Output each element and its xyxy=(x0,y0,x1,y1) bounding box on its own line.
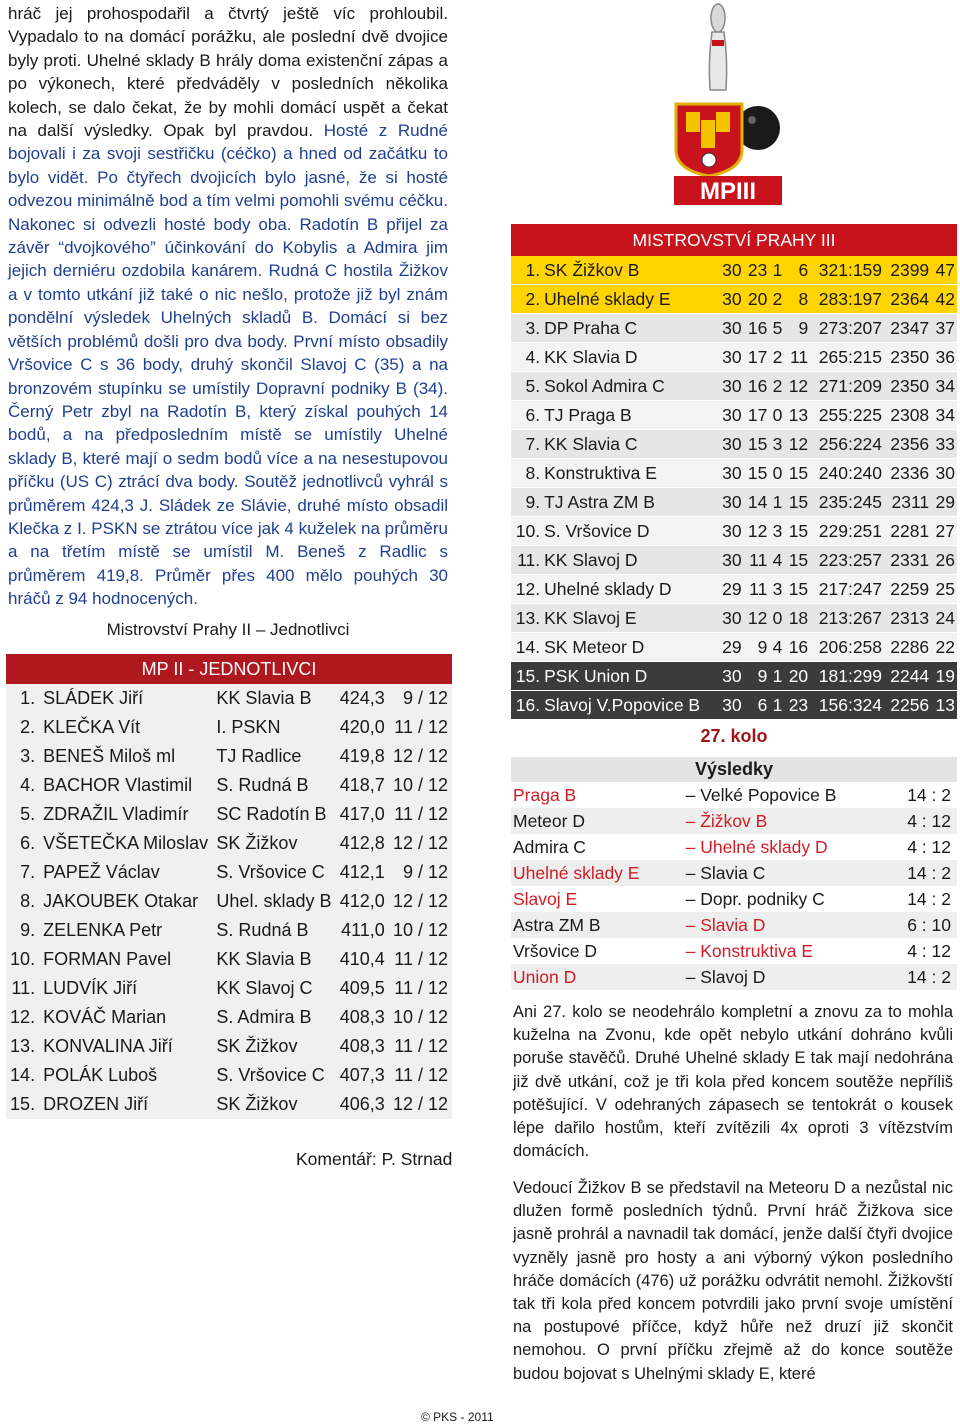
player-name: KOVÁČ Marian xyxy=(39,1003,212,1032)
team-pins: 2281 xyxy=(884,517,931,546)
player-rank: 4. xyxy=(6,771,39,800)
result-score: 6 : 10 xyxy=(888,912,957,938)
player-rank: 3. xyxy=(6,742,39,771)
result-score: 14 : 2 xyxy=(907,784,951,805)
player-games: 10 / 12 xyxy=(389,916,452,945)
team-wins: 12 xyxy=(744,517,770,546)
player-games: 12 / 12 xyxy=(389,1090,452,1119)
team-rank: 12. xyxy=(511,575,542,604)
result-row xyxy=(511,938,957,964)
table-row xyxy=(511,401,957,430)
player-club: S. Rudná B xyxy=(212,916,335,945)
team-wins: 16 xyxy=(744,372,770,401)
player-average: 419,8 xyxy=(336,742,389,771)
player-club: I. PSKN xyxy=(212,713,335,742)
article-left-text xyxy=(8,2,448,611)
team-points: 321:159 xyxy=(810,256,884,285)
table-row xyxy=(511,604,957,633)
player-rank: 14. xyxy=(6,1061,39,1090)
result-away: – Slavoj D xyxy=(684,964,889,990)
article-right-p1: Ani 27. kolo se neodehrálo kompletní a znovu za to mohla kuželna na Zvonu, kde opět nebylo utkání dohráno kvůli poruše stavěčů. Druhé Uhelné sklady E tak mají nedohrána již dvě utkání, což je tři kola před koncem soutěže nepříliš potěšující. V odehraných zápasech se tentokrát o kousek lépe dařilo hostům, kteří zvítězili 4x oproti 3 vítězstvím domácích. xyxy=(513,1003,953,1161)
team-wins: 17 xyxy=(744,343,770,372)
team-wins: 20 xyxy=(744,285,770,314)
player-average: 408,3 xyxy=(336,1032,389,1061)
team-score: 47 xyxy=(931,256,957,285)
result-home: Admira C xyxy=(513,836,586,857)
team-played: 30 xyxy=(718,401,744,430)
player-club: S. Admira B xyxy=(212,1003,335,1032)
team-name: Uhelné sklady E xyxy=(542,285,718,314)
team-rank: 16. xyxy=(511,691,542,720)
player-rank: 5. xyxy=(6,800,39,829)
team-name: KK Slavoj D xyxy=(542,546,718,575)
team-pins: 2356 xyxy=(884,430,931,459)
table-row xyxy=(511,691,957,720)
player-club: SK Žižkov xyxy=(212,1032,335,1061)
table-row xyxy=(511,517,957,546)
team-played: 30 xyxy=(718,517,744,546)
team-losses: 12 xyxy=(784,372,810,401)
article-text-blue: Hosté z Rudné bojovali i za svoji sestřičku (céčko) a hned od začátku to bylo vidět. Po čtyřech dvojicích bylo jasné, že si hosté odvezou minimálně bod a tím velmi pomohli svému céčku. Nakonec si odvezli hosté body oba. Radotín B přijel za závěr “dvojkového” účinkování do Kobylis a Admira jim jejich derniéru ozdobila kanárem. Rudná C hostila Žižkov a v tomto utkání již také o nic nešlo, protože již byl znám pondělní výsledek Uhelných skladů B. Domácí si bez větších problémů došli pro dva body. První místo obsadily Vršovice C s 36 body, druhý skončil Slavoj C (35) a na bronzovém stupínku se umístily Dopravní podniky B (34). Černý Petr zbyl na Radotín B, který získal pouhých 14 bodů, a na předposledním místě se umístily Uhelné sklady B, které mají o sedm bodů více a na nesestupovou příčku (US C) ztrácí dva body. Soutěž jednotlivců vyhrál s průměrem 424,3 J. Sládek ze Slávie, druhé místo obsadil Klečka z I. PSKN se ztrátou více jak 4 kuželek na průměru a na třetím místě se umístil M. Beneš z Radlic s průměrem 419,8. Průměr přes 400 mělo pouhých 30 hráčů z 94 hodnocených. xyxy=(8,121,448,609)
player-average: 410,4 xyxy=(336,945,389,974)
result-score: 4 : 12 xyxy=(888,808,957,834)
team-points: 235:245 xyxy=(810,488,884,517)
team-pins: 2256 xyxy=(884,691,931,720)
table-row xyxy=(511,343,957,372)
player-rank: 2. xyxy=(6,713,39,742)
team-name: SK Meteor D xyxy=(542,633,718,662)
individuals-table xyxy=(6,654,452,1119)
team-score: 36 xyxy=(931,343,957,372)
team-score: 30 xyxy=(931,459,957,488)
team-pins: 2364 xyxy=(884,285,931,314)
team-name: TJ Astra ZM B xyxy=(542,488,718,517)
player-name: DROZEN Jiří xyxy=(39,1090,212,1119)
team-name: PSK Union D xyxy=(542,662,718,691)
team-draws: 0 xyxy=(769,604,784,633)
result-row xyxy=(511,808,957,834)
team-pins: 2313 xyxy=(884,604,931,633)
article-text-black: hráč jej prohospodařil a čtvrtý ještě víc prohloubil. Vypadalo to na domácí porážku, ale poslední dvě dvojice byly proti. Uhelné sklady B hrály doma existenční zápas a po výkonech, které předváděly v posledních několika kolech, se dalo čekat, že by mohli domácí uspět a čekat na další výsledky. Opak byl pravdou. xyxy=(8,4,448,141)
player-club: S. Rudná B xyxy=(212,771,335,800)
team-draws: 4 xyxy=(769,633,784,662)
team-name: Slavoj V.Popovice B xyxy=(542,691,718,720)
team-played: 30 xyxy=(718,285,744,314)
team-wins: 15 xyxy=(744,459,770,488)
team-draws: 0 xyxy=(769,401,784,430)
team-points: 255:225 xyxy=(810,401,884,430)
player-name: VŠETEČKA Miloslav xyxy=(39,829,212,858)
result-home: Astra ZM B xyxy=(511,912,684,938)
team-rank: 4. xyxy=(511,343,542,372)
table-row xyxy=(511,633,957,662)
result-away: – Dopr. podniky C xyxy=(685,888,825,909)
team-name: KK Slavia C xyxy=(542,430,718,459)
table-row xyxy=(511,430,957,459)
player-games: 12 / 12 xyxy=(389,829,452,858)
team-played: 30 xyxy=(718,256,744,285)
player-rank: 1. xyxy=(6,684,39,713)
player-games: 11 / 12 xyxy=(389,1032,452,1061)
team-rank: 1. xyxy=(511,256,542,285)
team-pins: 2336 xyxy=(884,459,931,488)
table-row xyxy=(6,742,452,771)
player-average: 406,3 xyxy=(336,1090,389,1119)
team-rank: 11. xyxy=(511,546,542,575)
result-row xyxy=(511,964,957,990)
table-row xyxy=(511,575,957,604)
team-losses: 15 xyxy=(784,517,810,546)
team-losses: 23 xyxy=(784,691,810,720)
table-row xyxy=(511,256,957,285)
article-right-p2: Vedoucí Žižkov B se představil na Meteoru D a nezůstal nic dlužen formě posledních týdnů. První hráč Žižkova sice jasně prohrál a navnadil tak domácí, jenže další čtyři dvojice vyzněly jasně pro hosty a ani výborný výkon posledního hráče domácích (476) už porážku odvrátit nemohl. Žižkovští tak tři kola před koncem potvrdili jako první svoje umístění na postupové příčce, když hůře než druzí již skončit nemohou. O první příčku zřejmě až do konce soutěže budou bojovat s Uhelnými sklady E, které xyxy=(513,1179,953,1383)
team-losses: 15 xyxy=(784,459,810,488)
team-name: S. Vršovice D xyxy=(542,517,718,546)
team-losses: 13 xyxy=(784,401,810,430)
player-games: 10 / 12 xyxy=(389,771,452,800)
result-home: Uhelné sklady E xyxy=(511,860,684,886)
player-average: 420,0 xyxy=(336,713,389,742)
result-home: Praga B xyxy=(513,784,577,805)
team-points: 156:324 xyxy=(810,691,884,720)
player-average: 408,3 xyxy=(336,1003,389,1032)
team-pins: 2311 xyxy=(884,488,931,517)
table-row xyxy=(6,1090,452,1119)
team-wins: 17 xyxy=(744,401,770,430)
team-score: 26 xyxy=(931,546,957,575)
team-score: 22 xyxy=(931,633,957,662)
logo-text: MPIII xyxy=(699,178,757,205)
player-club: SK Žižkov xyxy=(212,1090,335,1119)
team-score: 25 xyxy=(931,575,957,604)
team-pins: 2347 xyxy=(884,314,931,343)
team-score: 19 xyxy=(931,662,957,691)
table-row xyxy=(511,285,957,314)
table-row xyxy=(511,488,957,517)
team-draws: 3 xyxy=(769,430,784,459)
player-name: ZELENKA Petr xyxy=(39,916,212,945)
table-row xyxy=(511,459,957,488)
team-losses: 20 xyxy=(784,662,810,691)
player-rank: 6. xyxy=(6,829,39,858)
player-club: KK Slavoj C xyxy=(212,974,335,1003)
team-rank: 15. xyxy=(511,662,542,691)
team-draws: 2 xyxy=(769,285,784,314)
table-row xyxy=(6,684,452,713)
team-score: 27 xyxy=(931,517,957,546)
result-away: – Konstruktiva E xyxy=(685,940,814,961)
team-played: 30 xyxy=(718,488,744,517)
league-table xyxy=(511,224,957,720)
player-games: 11 / 12 xyxy=(389,1061,452,1090)
player-games: 12 / 12 xyxy=(389,742,452,771)
player-name: JAKOUBEK Otakar xyxy=(39,887,212,916)
player-games: 11 / 12 xyxy=(389,800,452,829)
table-row xyxy=(6,945,452,974)
team-wins: 9 xyxy=(744,662,770,691)
result-home: Meteor D xyxy=(511,808,684,834)
table-row xyxy=(511,314,957,343)
team-pins: 2350 xyxy=(884,343,931,372)
player-games: 10 / 12 xyxy=(389,1003,452,1032)
player-games: 9 / 12 xyxy=(389,858,452,887)
player-average: 412,0 xyxy=(336,887,389,916)
team-losses: 9 xyxy=(784,314,810,343)
player-rank: 7. xyxy=(6,858,39,887)
team-draws: 2 xyxy=(769,343,784,372)
table-row xyxy=(6,1061,452,1090)
team-losses: 18 xyxy=(784,604,810,633)
team-score: 42 xyxy=(931,285,957,314)
player-name: ZDRAŽIL Vladimír xyxy=(39,800,212,829)
team-points: 223:257 xyxy=(810,546,884,575)
player-average: 418,7 xyxy=(336,771,389,800)
team-pins: 2286 xyxy=(884,633,931,662)
team-losses: 16 xyxy=(784,633,810,662)
player-games: 11 / 12 xyxy=(389,713,452,742)
table-row xyxy=(6,916,452,945)
individuals-header: MP II - JEDNOTLIVCI xyxy=(6,654,452,684)
results-table xyxy=(511,782,957,990)
team-played: 30 xyxy=(718,314,744,343)
team-wins: 23 xyxy=(744,256,770,285)
player-club: TJ Radlice xyxy=(212,742,335,771)
player-name: SLÁDEK Jiří xyxy=(39,684,212,713)
player-club: SC Radotín B xyxy=(212,800,335,829)
player-average: 417,0 xyxy=(336,800,389,829)
player-rank: 10. xyxy=(6,945,39,974)
result-away: – Uhelné sklady D xyxy=(685,836,828,857)
team-played: 30 xyxy=(718,691,744,720)
result-away: – Velké Popovice B xyxy=(685,784,837,805)
table-row xyxy=(6,887,452,916)
table-row xyxy=(6,829,452,858)
jednotlivci-caption: Mistrovství Prahy II – Jednotlivci xyxy=(106,620,350,639)
player-name: PAPEŽ Václav xyxy=(39,858,212,887)
team-score: 24 xyxy=(931,604,957,633)
result-home: Slavoj E xyxy=(513,888,578,909)
result-score: 14 : 2 xyxy=(907,888,951,909)
player-name: BACHOR Vlastimil xyxy=(39,771,212,800)
team-points: 217:247 xyxy=(810,575,884,604)
team-rank: 10. xyxy=(511,517,542,546)
team-wins: 16 xyxy=(744,314,770,343)
team-pins: 2259 xyxy=(884,575,931,604)
player-name: KONVALINA Jiří xyxy=(39,1032,212,1061)
team-wins: 12 xyxy=(744,604,770,633)
team-played: 30 xyxy=(718,604,744,633)
team-draws: 3 xyxy=(769,575,784,604)
team-wins: 11 xyxy=(744,546,770,575)
team-draws: 5 xyxy=(769,314,784,343)
result-away: – Slavia D xyxy=(684,912,889,938)
team-played: 30 xyxy=(718,546,744,575)
player-games: 9 / 12 xyxy=(389,684,452,713)
team-rank: 6. xyxy=(511,401,542,430)
round-title: 27. kolo xyxy=(700,726,768,746)
player-name: POLÁK Luboš xyxy=(39,1061,212,1090)
team-wins: 9 xyxy=(744,633,770,662)
team-draws: 1 xyxy=(769,256,784,285)
team-points: 265:215 xyxy=(810,343,884,372)
table-row xyxy=(6,771,452,800)
result-away: – Žižkov B xyxy=(684,808,889,834)
player-games: 11 / 12 xyxy=(389,974,452,1003)
result-home: Union D xyxy=(511,964,684,990)
player-rank: 12. xyxy=(6,1003,39,1032)
team-name: DP Praha C xyxy=(542,314,718,343)
team-draws: 4 xyxy=(769,546,784,575)
team-pins: 2244 xyxy=(884,662,931,691)
player-games: 11 / 12 xyxy=(389,945,452,974)
result-score: 14 : 2 xyxy=(888,964,957,990)
team-score: 29 xyxy=(931,488,957,517)
mpiii-logo xyxy=(672,0,784,205)
team-score: 33 xyxy=(931,430,957,459)
team-name: Konstruktiva E xyxy=(542,459,718,488)
team-points: 256:224 xyxy=(810,430,884,459)
team-played: 30 xyxy=(718,430,744,459)
team-draws: 3 xyxy=(769,517,784,546)
comment-author: Komentář: P. Strnad xyxy=(296,1149,453,1169)
team-losses: 8 xyxy=(784,285,810,314)
player-rank: 9. xyxy=(6,916,39,945)
result-row xyxy=(511,886,957,912)
player-average: 424,3 xyxy=(336,684,389,713)
team-draws: 2 xyxy=(769,372,784,401)
team-wins: 15 xyxy=(744,430,770,459)
team-draws: 0 xyxy=(769,459,784,488)
player-rank: 11. xyxy=(6,974,39,1003)
team-played: 30 xyxy=(718,372,744,401)
team-losses: 11 xyxy=(784,343,810,372)
player-club: KK Slavia B xyxy=(212,684,335,713)
result-row xyxy=(511,860,957,886)
team-score: 13 xyxy=(931,691,957,720)
table-row xyxy=(6,974,452,1003)
team-name: Sokol Admira C xyxy=(542,372,718,401)
team-played: 30 xyxy=(718,459,744,488)
player-club: S. Vršovice C xyxy=(212,858,335,887)
player-name: LUDVÍK Jiří xyxy=(39,974,212,1003)
team-score: 37 xyxy=(931,314,957,343)
table-row xyxy=(6,1032,452,1061)
team-pins: 2399 xyxy=(884,256,931,285)
player-rank: 8. xyxy=(6,887,39,916)
team-wins: 6 xyxy=(744,691,770,720)
team-wins: 14 xyxy=(744,488,770,517)
league-header: MISTROVSTVÍ PRAHY III xyxy=(511,224,957,256)
results-title: Výsledky xyxy=(511,757,957,782)
table-row xyxy=(511,372,957,401)
player-average: 409,5 xyxy=(336,974,389,1003)
player-club: KK Slavia B xyxy=(212,945,335,974)
team-points: 206:258 xyxy=(810,633,884,662)
table-row xyxy=(6,1003,452,1032)
team-losses: 15 xyxy=(784,546,810,575)
player-average: 411,0 xyxy=(336,916,389,945)
team-rank: 2. xyxy=(511,285,542,314)
team-pins: 2350 xyxy=(884,372,931,401)
result-score: 14 : 2 xyxy=(888,860,957,886)
result-row xyxy=(511,834,957,860)
team-points: 213:267 xyxy=(810,604,884,633)
player-name: FORMAN Pavel xyxy=(39,945,212,974)
team-points: 181:299 xyxy=(810,662,884,691)
result-away: – Slavia C xyxy=(684,860,889,886)
result-row xyxy=(511,782,957,808)
player-club: S. Vršovice C xyxy=(212,1061,335,1090)
team-name: TJ Praga B xyxy=(542,401,718,430)
team-rank: 7. xyxy=(511,430,542,459)
team-name: SK Žižkov B xyxy=(542,256,718,285)
team-name: KK Slavia D xyxy=(542,343,718,372)
team-played: 29 xyxy=(718,575,744,604)
team-rank: 8. xyxy=(511,459,542,488)
player-rank: 13. xyxy=(6,1032,39,1061)
result-score: 4 : 12 xyxy=(907,836,951,857)
result-score: 4 : 12 xyxy=(907,940,951,961)
player-name: BENEŠ Miloš ml xyxy=(39,742,212,771)
team-pins: 2308 xyxy=(884,401,931,430)
team-rank: 5. xyxy=(511,372,542,401)
team-losses: 12 xyxy=(784,430,810,459)
team-losses: 6 xyxy=(784,256,810,285)
team-rank: 9. xyxy=(511,488,542,517)
table-row xyxy=(511,662,957,691)
team-rank: 14. xyxy=(511,633,542,662)
team-rank: 3. xyxy=(511,314,542,343)
team-played: 30 xyxy=(718,662,744,691)
team-draws: 1 xyxy=(769,691,784,720)
team-rank: 13. xyxy=(511,604,542,633)
team-losses: 15 xyxy=(784,488,810,517)
team-played: 29 xyxy=(718,633,744,662)
table-row xyxy=(6,858,452,887)
team-pins: 2331 xyxy=(884,546,931,575)
copyright: © PKS - 2011 xyxy=(421,1410,494,1424)
table-row xyxy=(6,713,452,742)
team-name: KK Slavoj E xyxy=(542,604,718,633)
team-name: Uhelné sklady D xyxy=(542,575,718,604)
team-points: 283:197 xyxy=(810,285,884,314)
team-points: 271:209 xyxy=(810,372,884,401)
result-row xyxy=(511,912,957,938)
team-points: 229:251 xyxy=(810,517,884,546)
team-points: 240:240 xyxy=(810,459,884,488)
player-average: 412,1 xyxy=(336,858,389,887)
player-average: 412,8 xyxy=(336,829,389,858)
team-draws: 1 xyxy=(769,662,784,691)
table-row xyxy=(6,800,452,829)
team-draws: 1 xyxy=(769,488,784,517)
team-losses: 15 xyxy=(784,575,810,604)
player-name: KLEČKA Vít xyxy=(39,713,212,742)
player-club: SK Žižkov xyxy=(212,829,335,858)
team-wins: 11 xyxy=(744,575,770,604)
team-points: 273:207 xyxy=(810,314,884,343)
team-score: 34 xyxy=(931,372,957,401)
player-rank: 15. xyxy=(6,1090,39,1119)
team-played: 30 xyxy=(718,343,744,372)
team-score: 34 xyxy=(931,401,957,430)
table-row xyxy=(511,546,957,575)
result-home: Vršovice D xyxy=(513,940,597,961)
player-average: 407,3 xyxy=(336,1061,389,1090)
player-games: 12 / 12 xyxy=(389,887,452,916)
player-club: Uhel. sklady B xyxy=(212,887,335,916)
